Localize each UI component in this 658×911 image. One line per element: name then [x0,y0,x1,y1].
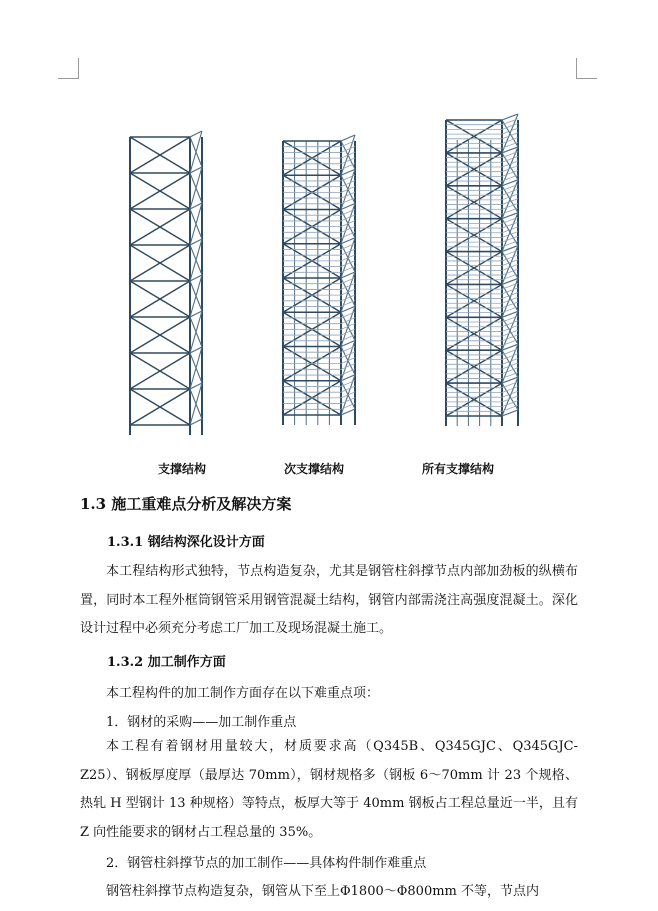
secondary-beam [341,215,355,221]
brace [190,311,202,353]
secondary-beam [341,403,355,409]
crop-mark-right [576,58,597,79]
brace [190,383,202,425]
secondary-beam [341,392,355,398]
tower-secondary-bracing-structure [275,125,365,445]
secondary-beam [341,380,355,386]
section-heading: 1.3 施工重难点分析及解决方案 [80,495,292,513]
brace [190,203,202,245]
secondary-beam [341,255,355,261]
secondary-beam [341,175,355,181]
secondary-beam [341,164,355,170]
secondary-beam [341,261,355,267]
paragraph-fabrication-intro: 本工程构件的加工制作方面存在以下难重点项： [106,686,380,701]
secondary-beam [341,152,355,158]
secondary-beam [341,312,355,318]
secondary-beam [341,318,355,324]
secondary-beam [341,266,355,272]
secondary-beam [341,346,355,352]
secondary-beam [341,181,355,187]
secondary-beam [341,221,355,227]
list-item-1: 1．钢材的采购——加工制作重点 [106,715,297,730]
subsection-title-fabrication: 1.3.2 加工制作方面 [107,655,226,670]
secondary-beam [341,352,355,358]
secondary-beam [341,209,355,215]
secondary-beam [341,198,355,204]
brace [190,275,202,317]
secondary-beam [341,186,355,192]
secondary-beam [341,295,355,301]
secondary-beam [341,243,355,249]
secondary-beam [341,358,355,364]
secondary-beam [341,363,355,369]
list-item-2: 2．钢管柱斜撑节点的加工制作——具体构件制作难重点 [106,856,427,871]
secondary-beam [341,158,355,164]
brace [190,347,202,389]
caption-all-bracing: 所有支撑结构 [422,462,495,476]
secondary-beam [341,369,355,375]
tower-all-bracing-structure [438,98,528,443]
subsection-title-design: 1.3.1 钢结构深化设计方面 [107,535,265,550]
secondary-beam [341,335,355,341]
paragraph-steel-procurement: 本工程有着钢材用量较大，材质要求高（Q345B、Q345GJC、Q345GJC-Z25）、钢板厚度厚（最厚达 70mm），钢材规格多（钢板 6～70mm 计 23 个规格、热轧 H 型钢计 13 种规格）等特点，板厚大等于 40mm 钢板占工程总量近一半，且有 Z 向性能要求的钢材占工程总量的 35%。 [80,739,578,840]
secondary-beam [341,226,355,232]
brace [190,131,202,173]
secondary-beam [341,289,355,295]
secondary-beam [341,278,355,284]
secondary-beam [341,249,355,255]
paragraph-node-fabrication: 钢管柱斜撑节点构造复杂，钢管从下至上Φ1800～Φ800mm 不等，节点内 [106,884,539,899]
secondary-beam [341,232,355,238]
secondary-beam [341,192,355,198]
secondary-beam [341,301,355,307]
secondary-beam [341,398,355,404]
caption-secondary-bracing: 次支撑结构 [284,462,345,476]
secondary-beam [341,386,355,392]
brace [190,239,202,281]
brace [190,167,202,209]
secondary-beam [341,329,355,335]
caption-bracing: 支撑结构 [158,462,207,476]
secondary-beam [341,141,355,147]
secondary-beam [341,323,355,329]
secondary-beam [341,283,355,289]
tower-bracing-structure [120,125,210,445]
paragraph-design: 本工程结构形式独特，节点构造复杂，尤其是钢管柱斜撑节点内部加劲板的纵横布置，同时本工程外框筒钢管采用钢管混凝土结构，钢管内部需浇注高强度混凝土。深化设计过程中必须充分考虑工厂加工及现场混凝土施工。 [80,564,578,636]
crop-mark-left [58,58,79,79]
secondary-beam [341,146,355,152]
